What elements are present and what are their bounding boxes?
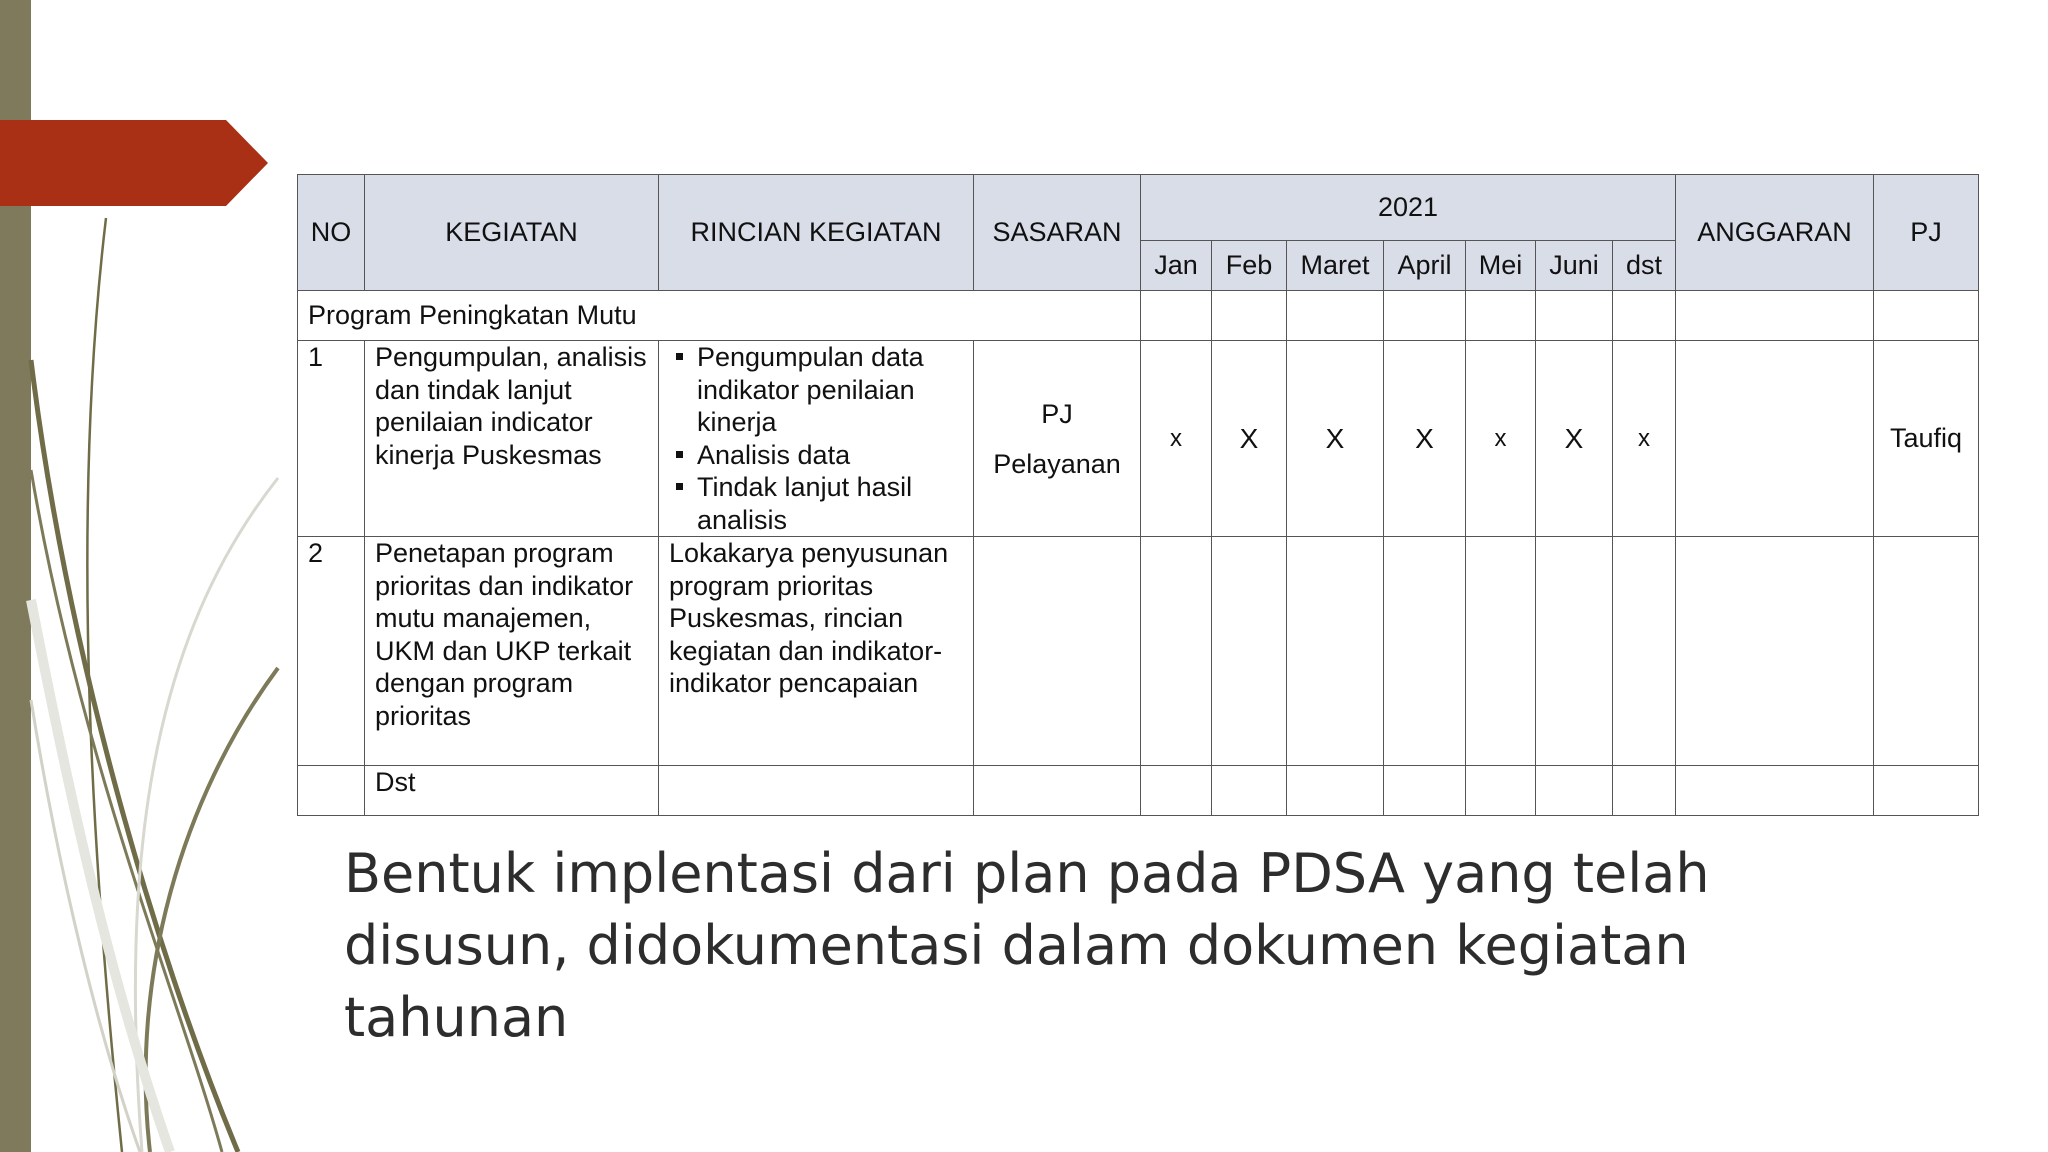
month-mark-juni: X	[1536, 341, 1613, 537]
header-month-jan: Jan	[1141, 241, 1212, 291]
row-rincian	[659, 341, 974, 537]
row-pj: Taufiq	[1874, 341, 1979, 537]
table-row	[298, 766, 1979, 816]
month-mark-feb: X	[1212, 341, 1287, 537]
rincian-bullet-list	[669, 341, 963, 536]
program-title: Program Peningkatan Mutu	[298, 291, 1141, 341]
month-mark-mei: x	[1466, 341, 1536, 537]
header-pj: PJ	[1874, 175, 1979, 291]
header-kegiatan: KEGIATAN	[365, 175, 659, 291]
annual-activity-plan-table	[297, 174, 1979, 816]
row-rincian: Lokakarya penyusunan program prioritas Puskesmas, rincian kegiatan dan indikator-indikator pencapaian	[659, 537, 974, 766]
row-number: 2	[298, 537, 365, 766]
row-kegiatan: Penetapan program prioritas dan indikator mutu manajemen, UKM dan UKP terkait dengan program prioritas	[365, 537, 659, 766]
row-kegiatan: Pengumpulan, analisis dan tindak lanjut penilaian indicator kinerja Puskesmas	[365, 341, 659, 537]
row-kegiatan: Dst	[365, 766, 659, 816]
month-mark-april: X	[1384, 341, 1466, 537]
list-item: Pengumpulan data indikator penilaian kinerja	[697, 341, 963, 439]
red-arrow-banner	[0, 120, 270, 206]
header-sasaran: SASARAN	[974, 175, 1141, 291]
row-number: 1	[298, 341, 365, 537]
table-row	[298, 341, 1979, 537]
list-item: Tindak lanjut hasil analisis	[697, 471, 963, 536]
table-row	[298, 537, 1979, 766]
header-no: NO	[298, 175, 365, 291]
month-mark-jan: x	[1141, 341, 1212, 537]
header-month-mei: Mei	[1466, 241, 1536, 291]
header-year: 2021	[1141, 175, 1676, 241]
header-month-april: April	[1384, 241, 1466, 291]
list-item: Analisis data	[697, 439, 963, 472]
slide-caption: Bentuk implentasi dari plan pada PDSA yang telah disusun, didokumentasi dalam dokumen kegiatan tahunan	[344, 842, 1710, 1049]
program-row	[298, 291, 1979, 341]
header-anggaran: ANGGARAN	[1676, 175, 1874, 291]
month-mark-maret: X	[1287, 341, 1384, 537]
month-mark-dst: x	[1613, 341, 1676, 537]
header-month-feb: Feb	[1212, 241, 1287, 291]
row-anggaran	[1676, 341, 1874, 537]
header-rincian-kegiatan: RINCIAN KEGIATAN	[659, 175, 974, 291]
header-month-dst: dst	[1613, 241, 1676, 291]
header-month-juni: Juni	[1536, 241, 1613, 291]
sasaran-line-1: PJ	[1041, 398, 1073, 429]
header-month-maret: Maret	[1287, 241, 1384, 291]
sasaran-line-2: Pelayanan	[993, 448, 1121, 479]
row-sasaran	[974, 341, 1141, 537]
